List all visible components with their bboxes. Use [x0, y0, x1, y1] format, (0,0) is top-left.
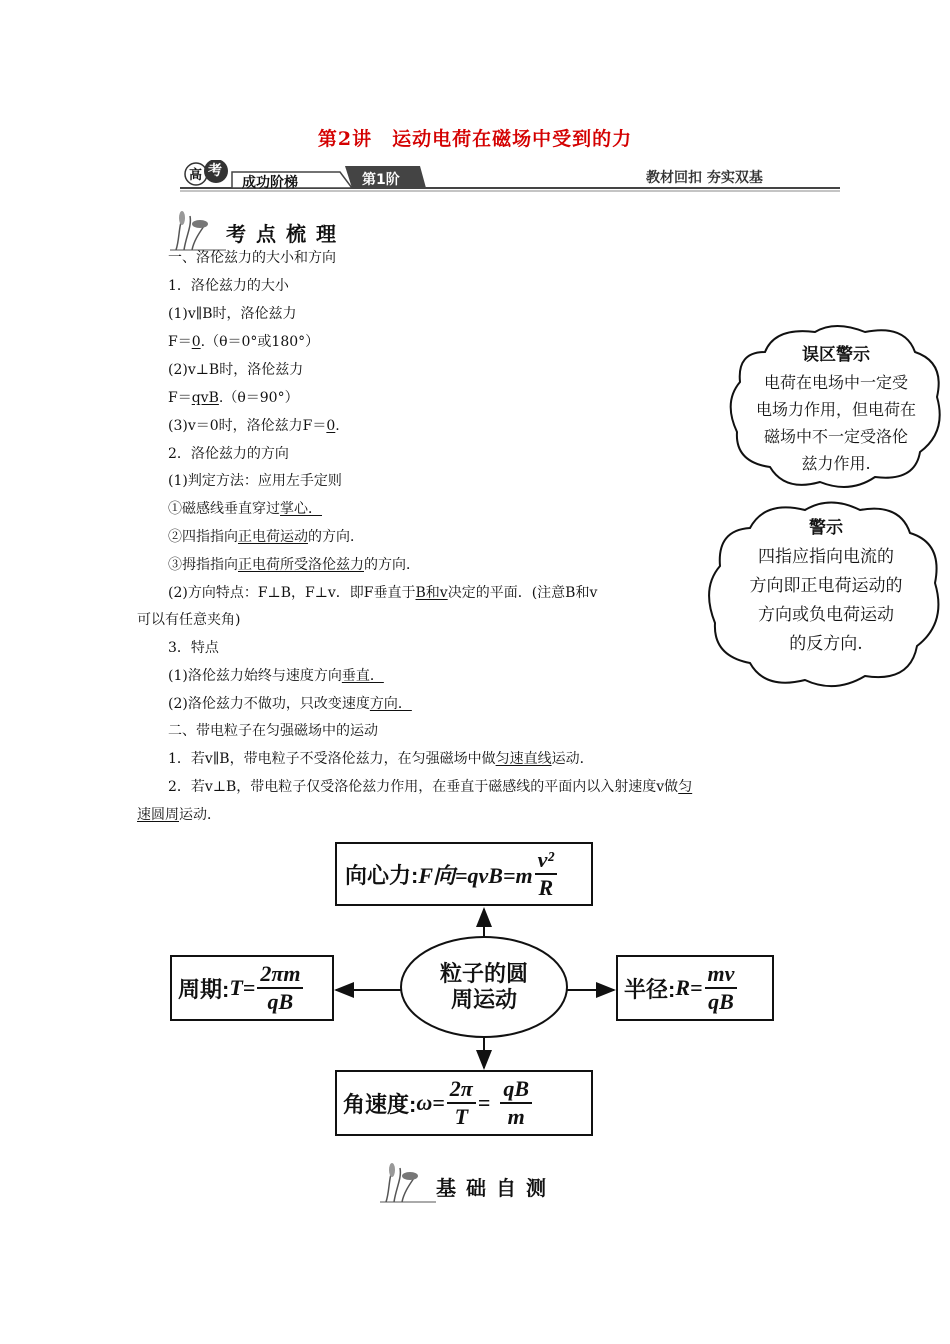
answer: 匀 [678, 779, 693, 795]
cloud-2-line: 方向即正电荷运动的 [749, 576, 903, 596]
cloud-1-line: 电荷在电场中一定受 [763, 373, 908, 392]
denominator: qB [708, 989, 734, 1014]
text: . [335, 418, 340, 434]
case-perpendicular: (2)v⊥B时，洛伦兹力 [168, 362, 304, 378]
text: (1)洛伦兹力始终与速度方向 [168, 668, 342, 684]
text: 运动． [179, 807, 221, 823]
banner-ladder: 成功阶梯 [242, 175, 298, 191]
case-parallel: (1)v∥B时，洛伦兹力 [168, 306, 297, 322]
text: (3)v＝0时，洛伦兹力F＝ [168, 418, 327, 434]
text: 决定的平面．(注意B和v [447, 585, 598, 601]
answer: 0 [191, 334, 201, 350]
answer: 垂直． [341, 668, 384, 684]
answer: 速圆周 [137, 807, 179, 823]
box-formula: T= [229, 975, 256, 1000]
equals: = [477, 1090, 491, 1115]
denominator: qB [267, 989, 294, 1014]
text: .（θ＝0°或180°） [200, 334, 320, 350]
text: F＝ [168, 390, 192, 406]
banner-kao: 考 [208, 163, 222, 179]
center-line: 周运动 [450, 988, 517, 1013]
numerator: qB [500, 1076, 532, 1104]
cloud-2-line: 四指应指向电流的 [758, 547, 894, 567]
text: 的方向． [308, 529, 364, 545]
heading-features: 3．特点 [168, 640, 219, 656]
cloud-2-title: 警示 [809, 518, 843, 538]
center-line: 粒子的圆 [439, 962, 528, 987]
answer: B和v [415, 585, 448, 601]
answer: 匀速直线 [495, 751, 552, 767]
numerator: v² [535, 847, 557, 875]
text: (2)洛伦兹力不做功，只改变速度 [168, 696, 370, 712]
text: 1．若v∥B，带电粒子不受洛伦兹力，在匀强磁场中做 [168, 751, 496, 767]
box-formula: R= [675, 975, 703, 1000]
cloud-2-line: 方向或负电荷运动 [758, 605, 894, 625]
section-heading-2-text: 基础自测 [436, 1176, 556, 1200]
answer: 正电荷所受洛伦兹力 [238, 557, 364, 573]
cloud-1-line: 磁场中不一定受洛伦 [763, 427, 908, 446]
answer: 正电荷运动 [238, 529, 308, 545]
cloud-1-title: 误区警示 [802, 345, 870, 365]
heading-magnitude: 1．洛伦兹力的大小 [168, 278, 289, 294]
page-title: 第2讲 运动电荷在磁场中受到的力 [317, 128, 633, 150]
denominator: m [507, 1104, 525, 1129]
box-formula: ω= [416, 1090, 445, 1115]
box-angular-velocity [335, 1070, 593, 1136]
fraction [705, 961, 738, 1015]
center-label [420, 962, 548, 1014]
banner-right-text: 教材回扣 夯实双基 [646, 170, 763, 186]
fraction [500, 1076, 532, 1130]
cloud-1-line: 电场力作用，但电荷在 [755, 400, 916, 419]
heading-lorentz: 一、洛伦兹力的大小和方向 [168, 250, 336, 266]
heading-motion: 二、带电粒子在匀强磁场中的运动 [168, 723, 378, 739]
method-line: (1)判定方法：应用左手定则 [168, 473, 342, 489]
text: F＝ [168, 334, 192, 350]
fraction [447, 1076, 476, 1130]
section-heading-2 [380, 1160, 600, 1204]
fraction [257, 961, 303, 1015]
box-label: 向心力: [345, 862, 419, 888]
fraction [535, 847, 557, 901]
plant-icon [380, 1160, 436, 1204]
numerator: 2πm [257, 961, 303, 989]
text: ③拇指指向 [168, 557, 238, 573]
section-heading-1-text: 考点梳理 [226, 222, 346, 246]
text: 运动． [551, 751, 594, 767]
cloud-1-line: 兹力作用. [801, 454, 871, 473]
text: 的方向． [364, 557, 420, 573]
box-label: 半径: [624, 976, 676, 1002]
box-radius [616, 955, 774, 1021]
cloud-2-line: 的反方向. [789, 634, 863, 654]
answer: qvB [191, 390, 219, 406]
denominator: T [454, 1104, 469, 1129]
banner-gao: 高 [189, 168, 203, 183]
text: ①磁感线垂直穿过 [168, 501, 280, 517]
banner-step: 第1阶 [362, 172, 400, 188]
text: .（θ＝90°） [218, 390, 299, 406]
box-label: 周期: [178, 976, 230, 1002]
box-label: 角速度: [343, 1091, 417, 1117]
answer: 方向． [369, 696, 412, 712]
box-centripetal [335, 842, 593, 906]
box-formula: F向=qvB=m [418, 862, 533, 888]
answer: 掌心． [280, 501, 322, 517]
box-period [170, 955, 334, 1021]
direction-feature-cont: 可以有任意夹角) [137, 612, 241, 628]
text: (2)方向特点：F⊥B，F⊥v．即F垂直于 [168, 585, 416, 601]
text: 2．若v⊥B，带电粒子仅受洛伦兹力作用，在垂直于磁感线的平面内以入射速度v做 [168, 779, 679, 795]
denominator: R [538, 875, 554, 900]
heading-direction: 2．洛伦兹力的方向 [168, 446, 289, 462]
numerator: mv [705, 961, 738, 989]
numerator: 2π [447, 1076, 476, 1104]
answer: 0 [326, 418, 336, 434]
text: ②四指指向 [168, 529, 238, 545]
